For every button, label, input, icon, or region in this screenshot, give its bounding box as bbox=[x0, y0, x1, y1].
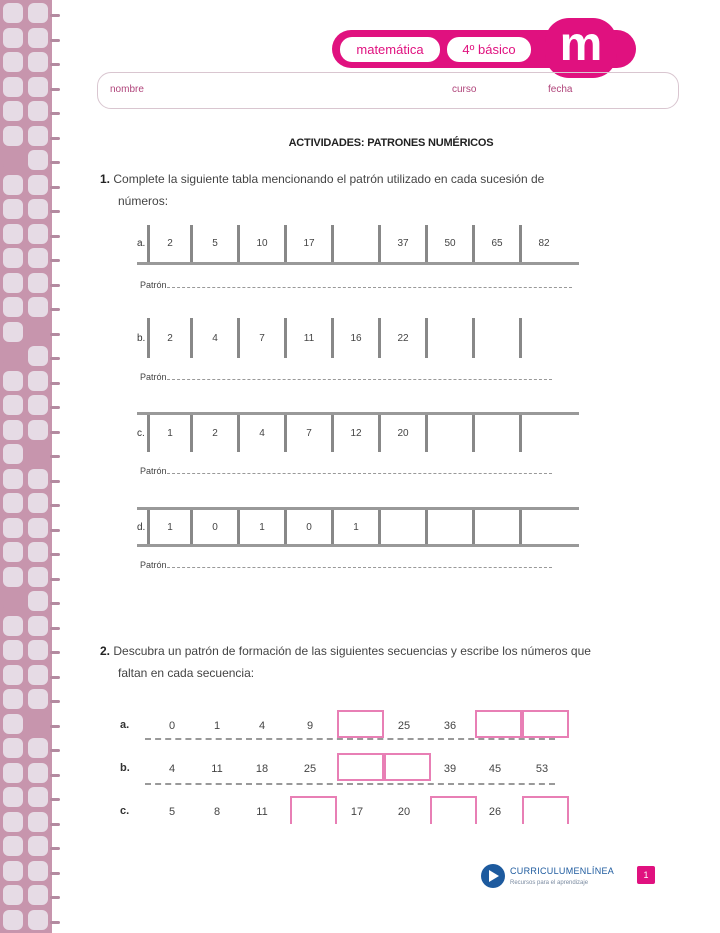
sequence-number: 53 bbox=[535, 763, 549, 775]
sequence-value: 2 bbox=[147, 225, 190, 262]
sequence-row bbox=[120, 710, 580, 744]
strip-cell bbox=[28, 224, 48, 244]
dashed-guide-line bbox=[145, 783, 555, 785]
sequence-value: 10 bbox=[237, 225, 284, 262]
strip-tick bbox=[50, 39, 60, 42]
strip-tick bbox=[50, 357, 60, 360]
answer-box[interactable] bbox=[430, 796, 477, 824]
name-label: nombre bbox=[110, 84, 144, 95]
sequence-letter: b. bbox=[137, 332, 146, 344]
strip-cell bbox=[28, 567, 48, 587]
sequence-value: 7 bbox=[237, 318, 284, 358]
sequence-row bbox=[120, 796, 580, 830]
strip-cell bbox=[3, 175, 23, 195]
sequence-value: 16 bbox=[331, 318, 378, 358]
pattern-label: Patrón bbox=[140, 280, 167, 290]
sequence-number: 26 bbox=[488, 806, 502, 818]
question2-text bbox=[100, 640, 640, 684]
blank-cell[interactable] bbox=[472, 415, 519, 452]
blank-cell[interactable] bbox=[472, 318, 519, 358]
strip-cell bbox=[28, 3, 48, 23]
sequence-number: 11 bbox=[211, 763, 223, 775]
strip-cell bbox=[28, 297, 48, 317]
strip-cell bbox=[28, 665, 48, 685]
sequence-letter: d. bbox=[137, 521, 146, 533]
pattern-answer-line[interactable] bbox=[140, 280, 572, 290]
strip-tick bbox=[50, 602, 60, 605]
sequence-table-row bbox=[137, 412, 579, 452]
strip-tick bbox=[50, 700, 60, 703]
answer-box[interactable] bbox=[337, 753, 384, 781]
strip-tick bbox=[50, 578, 60, 581]
strip-cell bbox=[3, 52, 23, 72]
strip-cell bbox=[3, 371, 23, 391]
strip-cell bbox=[3, 248, 23, 268]
strip-cell bbox=[3, 297, 23, 317]
sequence-number: 8 bbox=[213, 806, 221, 818]
strip-tick bbox=[50, 823, 60, 826]
pattern-label: Patrón bbox=[140, 372, 167, 382]
strip-cell bbox=[28, 395, 48, 415]
sequence-value: 1 bbox=[331, 510, 378, 544]
sequence-number: 25 bbox=[303, 763, 317, 775]
answer-box[interactable] bbox=[522, 796, 569, 824]
strip-tick bbox=[50, 480, 60, 483]
strip-cell bbox=[28, 248, 48, 268]
answer-box[interactable] bbox=[290, 796, 337, 824]
strip-cell bbox=[3, 910, 23, 930]
pattern-answer-line[interactable] bbox=[140, 466, 552, 476]
strip-cell bbox=[3, 101, 23, 121]
blank-cell[interactable] bbox=[519, 415, 566, 452]
course-label: curso bbox=[452, 84, 477, 95]
pattern-answer-line[interactable] bbox=[140, 372, 552, 382]
sequence-number: 4 bbox=[258, 720, 266, 732]
strip-cell bbox=[28, 518, 48, 538]
sequence-number: 9 bbox=[306, 720, 314, 732]
strip-cell bbox=[3, 469, 23, 489]
question2-line2: faltan en cada secuencia: bbox=[118, 666, 255, 680]
strip-tick bbox=[50, 627, 60, 630]
sequence-value: 2 bbox=[190, 415, 237, 452]
strip-cell bbox=[28, 787, 48, 807]
strip-cell bbox=[28, 28, 48, 48]
strip-cell bbox=[28, 175, 48, 195]
strip-cell bbox=[28, 812, 48, 832]
strip-tick bbox=[50, 921, 60, 924]
blank-cell[interactable] bbox=[519, 318, 566, 358]
sequence-value: 82 bbox=[519, 225, 566, 262]
strip-cell bbox=[3, 395, 23, 415]
strip-cell bbox=[28, 52, 48, 72]
question2-number: 2. bbox=[100, 644, 111, 658]
strip-tick bbox=[50, 259, 60, 262]
sequence-number: 39 bbox=[443, 763, 457, 775]
subject-pill: matemática bbox=[340, 37, 440, 62]
strip-cell bbox=[3, 322, 23, 342]
strip-tick bbox=[50, 798, 60, 801]
strip-tick bbox=[50, 676, 60, 679]
strip-cell bbox=[28, 640, 48, 660]
date-label: fecha bbox=[548, 84, 573, 95]
strip-cell bbox=[28, 322, 48, 342]
strip-tick bbox=[50, 896, 60, 899]
strip-cell bbox=[3, 640, 23, 660]
sequence-value: 50 bbox=[425, 225, 472, 262]
question1-line1: Complete la siguiente tabla mencionando el patrón utilizado en cada sucesión de bbox=[113, 172, 545, 186]
strip-cell bbox=[28, 273, 48, 293]
strip-tick bbox=[50, 161, 60, 164]
blank-cell[interactable] bbox=[425, 510, 472, 544]
strip-tick bbox=[50, 63, 60, 66]
strip-tick bbox=[50, 651, 60, 654]
strip-cell bbox=[28, 836, 48, 856]
strip-tick bbox=[50, 333, 60, 336]
sequence-value: 4 bbox=[190, 318, 237, 358]
strip-tick bbox=[50, 186, 60, 189]
strip-cell bbox=[3, 199, 23, 219]
strip-cell bbox=[28, 861, 48, 881]
strip-cell bbox=[28, 77, 48, 97]
strip-tick bbox=[50, 553, 60, 556]
blank-cell[interactable] bbox=[378, 510, 425, 544]
strip-cell bbox=[28, 542, 48, 562]
answer-dotted-line bbox=[167, 280, 572, 288]
strip-cell bbox=[28, 199, 48, 219]
strip-cell bbox=[3, 273, 23, 293]
sequence-number: 0 bbox=[168, 720, 176, 732]
strip-cell bbox=[28, 616, 48, 636]
strip-cell bbox=[3, 787, 23, 807]
question1-number: 1. bbox=[100, 172, 111, 186]
strip-cell bbox=[28, 738, 48, 758]
strip-cell bbox=[28, 371, 48, 391]
sequence-value: 0 bbox=[190, 510, 237, 544]
strip-cell bbox=[28, 101, 48, 121]
strip-cell bbox=[28, 444, 48, 464]
sequence-value: 22 bbox=[378, 318, 425, 358]
strip-tick bbox=[50, 284, 60, 287]
strip-cell bbox=[3, 77, 23, 97]
answer-box[interactable] bbox=[475, 710, 522, 738]
strip-tick bbox=[50, 529, 60, 532]
strip-cell bbox=[28, 469, 48, 489]
strip-cell bbox=[3, 738, 23, 758]
strip-cell bbox=[28, 346, 48, 366]
sequence-number: 20 bbox=[397, 806, 411, 818]
sequence-number: 1 bbox=[213, 720, 221, 732]
strip-tick bbox=[50, 455, 60, 458]
strip-cell bbox=[3, 542, 23, 562]
sequence-number: 17 bbox=[350, 806, 364, 818]
page-title: ACTIVIDADES: PATRONES NUMÉRICOS bbox=[288, 137, 494, 149]
strip-cell bbox=[28, 591, 48, 611]
strip-cell bbox=[3, 420, 23, 440]
strip-cell bbox=[3, 28, 23, 48]
strip-tick bbox=[50, 382, 60, 385]
sequence-number: 11 bbox=[256, 806, 268, 818]
sequence-letter: c. bbox=[137, 428, 145, 439]
strip-cell bbox=[3, 885, 23, 905]
sequence-table-row bbox=[137, 318, 579, 358]
strip-cell bbox=[3, 444, 23, 464]
sequence-letter: b. bbox=[120, 762, 130, 774]
answer-dotted-line bbox=[167, 560, 552, 568]
sequence-value: 1 bbox=[147, 510, 190, 544]
page-number-badge: 1 bbox=[637, 866, 655, 884]
sequence-value: 37 bbox=[378, 225, 425, 262]
strip-cell bbox=[3, 493, 23, 513]
blank-cell[interactable] bbox=[472, 510, 519, 544]
strip-cell bbox=[28, 150, 48, 170]
sequence-value: 5 bbox=[190, 225, 237, 262]
strip-tick bbox=[50, 774, 60, 777]
sequence-value: 1 bbox=[147, 415, 190, 452]
blank-cell[interactable] bbox=[425, 318, 472, 358]
answer-box[interactable] bbox=[337, 710, 384, 738]
strip-cell bbox=[3, 689, 23, 709]
pattern-answer-line[interactable] bbox=[140, 560, 552, 570]
sequence-value: 2 bbox=[147, 318, 190, 358]
strip-cell bbox=[28, 689, 48, 709]
sequence-value: 1 bbox=[237, 510, 284, 544]
strip-tick bbox=[50, 88, 60, 91]
grade-pill: 4º básico bbox=[447, 37, 531, 62]
strip-cell bbox=[3, 714, 23, 734]
student-info-box bbox=[97, 72, 679, 109]
sequence-value: 65 bbox=[472, 225, 519, 262]
sequence-number: 36 bbox=[443, 720, 457, 732]
sequence-number: 18 bbox=[255, 763, 269, 775]
strip-tick bbox=[50, 406, 60, 409]
sequence-table-row bbox=[137, 507, 579, 547]
strip-cell bbox=[28, 493, 48, 513]
strip-cell bbox=[3, 591, 23, 611]
sequence-letter: c. bbox=[120, 805, 130, 817]
strip-tick bbox=[50, 210, 60, 213]
sequence-value: 7 bbox=[284, 415, 331, 452]
strip-tick bbox=[50, 431, 60, 434]
pattern-label: Patrón bbox=[140, 560, 167, 570]
strip-cell bbox=[28, 910, 48, 930]
question1-text bbox=[100, 168, 640, 212]
answer-box[interactable] bbox=[522, 710, 569, 738]
sequence-number: 45 bbox=[488, 763, 502, 775]
brand-logo-m: m bbox=[545, 18, 617, 78]
sequence-value: 11 bbox=[284, 318, 331, 358]
strip-tick bbox=[50, 872, 60, 875]
question1-line2: números: bbox=[118, 194, 169, 208]
sequence-row bbox=[120, 753, 580, 787]
answer-dotted-line bbox=[167, 372, 552, 380]
pattern-label: Patrón bbox=[140, 466, 167, 476]
play-icon bbox=[489, 870, 499, 882]
strip-cell bbox=[3, 346, 23, 366]
strip-tick bbox=[50, 14, 60, 17]
blank-cell[interactable] bbox=[519, 510, 566, 544]
question2-line1: Descubra un patrón de formación de las siguientes secuencias y escribe los números que bbox=[113, 644, 591, 658]
strip-cell bbox=[3, 616, 23, 636]
strip-cell bbox=[3, 763, 23, 783]
strip-cell bbox=[3, 518, 23, 538]
answer-dotted-line bbox=[167, 466, 552, 474]
strip-cell bbox=[3, 836, 23, 856]
blank-cell[interactable] bbox=[425, 415, 472, 452]
strip-cell bbox=[3, 224, 23, 244]
dashed-guide-line bbox=[145, 738, 555, 740]
strip-cell bbox=[3, 812, 23, 832]
sequence-letter: a. bbox=[137, 238, 146, 249]
sequence-number: 5 bbox=[168, 806, 176, 818]
sequence-letter: a. bbox=[120, 719, 130, 731]
strip-cell bbox=[3, 665, 23, 685]
strip-tick bbox=[50, 112, 60, 115]
strip-tick bbox=[50, 308, 60, 311]
strip-cell bbox=[3, 567, 23, 587]
sequence-value: 0 bbox=[284, 510, 331, 544]
sequence-value: 4 bbox=[237, 415, 284, 452]
strip-tick bbox=[50, 847, 60, 850]
answer-box[interactable] bbox=[384, 753, 431, 781]
sequence-number: 4 bbox=[168, 763, 176, 775]
strip-tick bbox=[50, 749, 60, 752]
sequence-value: 17 bbox=[284, 225, 331, 262]
strip-cell bbox=[28, 714, 48, 734]
strip-tick bbox=[50, 504, 60, 507]
strip-cell bbox=[3, 861, 23, 881]
curriculum-logo-text: CURRICULUMENLÍNEA bbox=[510, 866, 615, 876]
sequence-value: 20 bbox=[378, 415, 425, 452]
blank-cell[interactable] bbox=[331, 225, 378, 262]
strip-cell bbox=[3, 150, 23, 170]
sequence-number: 25 bbox=[397, 720, 411, 732]
curriculum-logo-subtext: Recursos para el aprendizaje bbox=[510, 880, 589, 886]
sequence-value: 12 bbox=[331, 415, 378, 452]
strip-cell bbox=[28, 763, 48, 783]
strip-cell bbox=[3, 3, 23, 23]
strip-cell bbox=[28, 420, 48, 440]
strip-tick bbox=[50, 725, 60, 728]
sequence-table-row bbox=[137, 225, 579, 265]
strip-cell bbox=[28, 885, 48, 905]
strip-tick bbox=[50, 235, 60, 238]
